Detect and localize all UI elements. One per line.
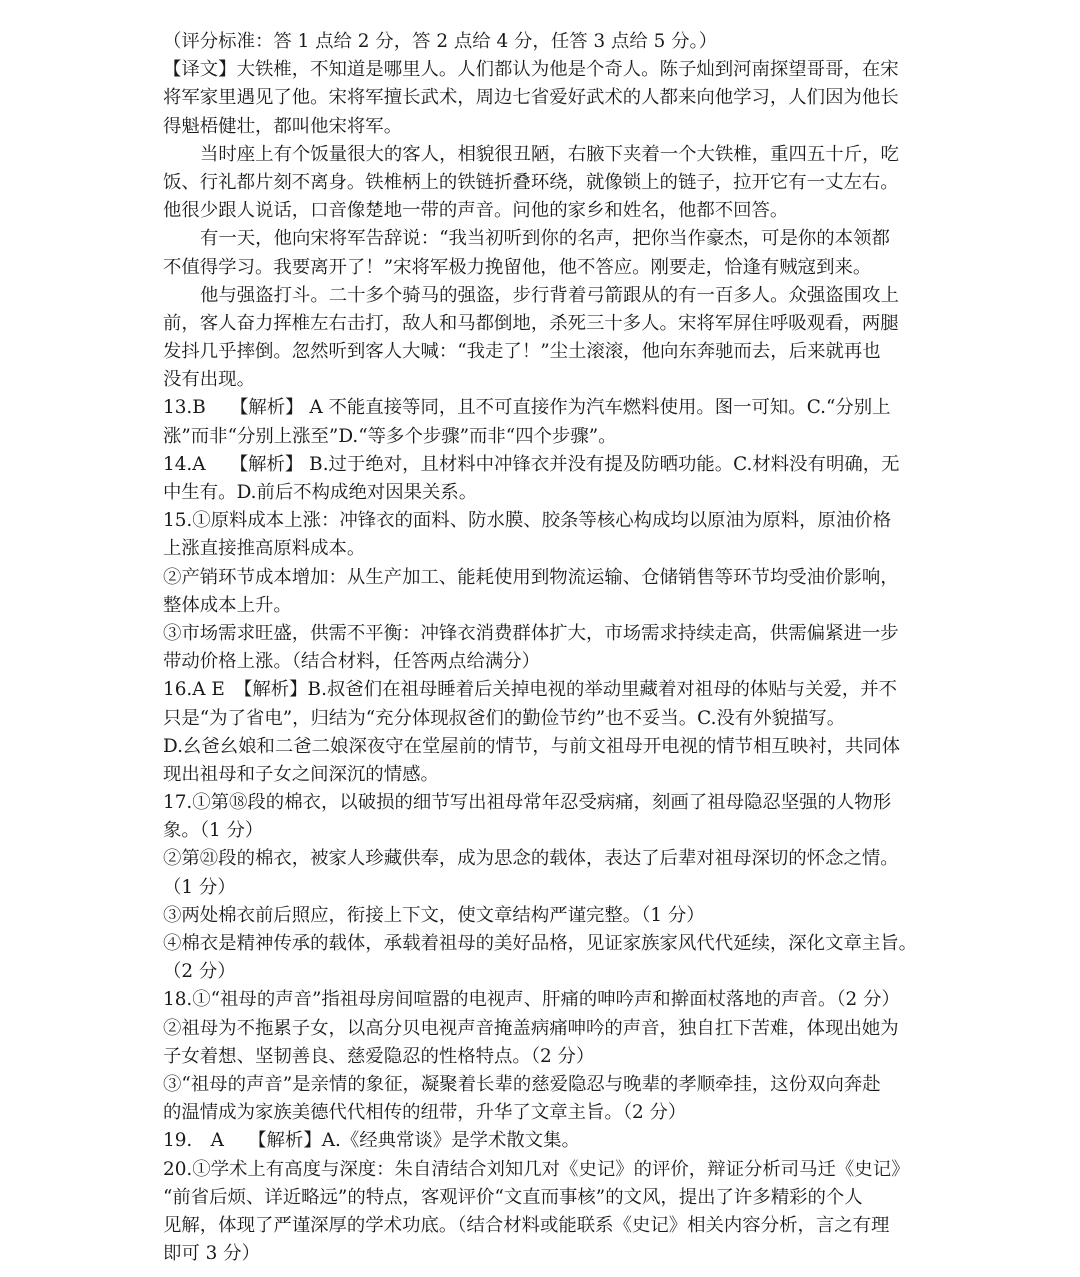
text-line: 涨”而非“分别上涨至”D.“等多个步骤”而非“四个步骤”。 — [163, 425, 617, 447]
text-line: ②第㉑段的棉衣，被家人珍藏供奉，成为思念的载体，表达了后辈对祖母深切的怀念之情。 — [163, 848, 899, 870]
text-line: 当时座上有个饭量很大的客人，相貌很丑陋，右腋下夹着一个大铁椎，重四五十斤，吃 — [200, 143, 899, 165]
text-line: 【译文】大铁椎，不知道是哪里人。人们都认为他是个奇人。陈子灿到河南探望哥哥，在宋 — [163, 59, 899, 81]
text-line: 现出祖母和子女之间深沉的情感。 — [163, 763, 439, 785]
text-line: ②祖母为不拖累子女，以高分贝电视声音掩盖病痛呻吟的声音，独自扛下苦难，体现出她为 — [163, 1017, 899, 1039]
text-line: 有一天，他向宋将军告辞说：“我当初听到你的名声，把你当作豪杰，可是你的本领都 — [200, 228, 890, 250]
text-line: 17.①第⑱段的棉衣，以破损的细节写出祖母常年忍受病痛，刻画了祖母隐忍坚强的人物形 — [163, 792, 892, 814]
text-line: ④棉衣是精神传承的载体，承载着祖母的美好品格，见证家族家风代代延续，深化文章主旨。 — [163, 933, 918, 954]
text-line: 即可 3 分） — [163, 1243, 260, 1265]
text-line: 18.①“祖母的声音”指祖母房间喧嚣的电视声、肝痛的呻吟声和擀面杖落地的声音。（2 分） — [163, 989, 900, 1011]
text-line: 中生有。D.前后不构成绝对因果关系。 — [163, 482, 478, 503]
text-line: D.幺爸幺娘和二爸二娘深夜守在堂屋前的情节，与前文祖母开电视的情节相互映衬，共同体 — [163, 735, 901, 757]
text-line: 整体成本上升。 — [163, 594, 292, 616]
text-line: （评分标准：答 1 点给 2 分，答 2 点给 4 分，任答 3 点给 5 分。） — [163, 31, 718, 52]
text-line: 13.B 【解析】 A 不能直接等同，且不可直接作为汽车燃料使用。图一可知。C.“分别上 — [163, 397, 891, 419]
text-line: 饭、行礼都片刻不离身。铁椎柄上的铁链折叠环绕，就像锁上的链子，拉开它有一丈左右。 — [163, 171, 899, 193]
text-line: 象。（1 分） — [163, 820, 264, 842]
text-line: 只是“为了省电”，归结为“充分体现叔爸们的勤俭节约”也不妥当。C.没有外貌描写。 — [163, 707, 846, 729]
text-line: 上涨直接推高原料成本。 — [163, 538, 366, 560]
text-line: 带动价格上涨。（结合材料，任答两点给满分） — [163, 651, 541, 673]
text-line: 19. A 【解析】A.《经典常谈》是学术散文集。 — [163, 1130, 580, 1152]
text-line: 将军家里遇见了他。宋将军擅长武术，周边七省爱好武术的人都来向他学习，人们因为他长 — [163, 87, 899, 109]
text-line: 他与强盗打斗。二十多个骑马的强盗，步行背着弓箭跟从的有一百多人。众强盗围攻上 — [200, 284, 899, 306]
text-line: （1 分） — [163, 876, 236, 898]
text-line: 得魁梧健壮，都叫他宋将军。 — [163, 115, 403, 137]
text-line: ②产销环节成本增加：从生产加工、能耗使用到物流运输、仓储销售等环节均受油价影响， — [163, 566, 899, 588]
text-line: 不值得学习。我要离开了！”宋将军极力挽留他，他不答应。刚要走，恰逢有贼寇到来。 — [163, 256, 872, 278]
text-line: 16.A E 【解析】B.叔爸们在祖母睡着后关掉电视的举动里藏着对祖母的体贴与关爱，并不 — [163, 679, 898, 701]
text-line: 14.A 【解析】 B.过于绝对，且材料中冲锋衣并没有提及防晒功能。C.材料没有明确，无 — [163, 453, 900, 475]
text-line: ③市场需求旺盛，供需不平衡：冲锋衣消费群体扩大，市场需求持续走高，供需偏紧进一步 — [163, 622, 899, 644]
text-line: 没有出现。 — [163, 369, 255, 391]
text-line: 前，客人奋力挥椎左右击打，敌人和马都倒地，杀死三十多人。宋将军屏住呼吸观看，两腿 — [163, 312, 899, 334]
document-page — [163, 28, 923, 1268]
text-line: ③“祖母的声音”是亲情的象征，凝聚着长辈的慈爱隐忍与晚辈的孝顺牵挂，这份双向奔赴 — [163, 1073, 881, 1095]
text-line: 20.①学术上有高度与深度：朱自清结合刘知几对《史记》的评价，辩证分析司马迁《史记》 — [163, 1158, 910, 1180]
text-line: （2 分） — [163, 961, 236, 983]
text-line: 子女着想、坚韧善良、慈爱隐忍的性格特点。（2 分） — [163, 1045, 595, 1067]
text-line: 见解，体现了严谨深厚的学术功底。（结合材料或能联系《史记》相关内容分析，言之有理 — [163, 1214, 890, 1236]
text-line: 他很少跟人说话，口音像楚地一带的声音。问他的家乡和姓名，他都不回答。 — [163, 200, 789, 222]
text-line: ③两处棉衣前后照应，衔接上下文，使文章结构严谨完整。（1 分） — [163, 904, 705, 926]
text-line: “前省后烦、详近略远”的特点，客观评价“文直而事核”的文风，提出了许多精彩的个人 — [163, 1186, 863, 1208]
text-line: 的温情成为家族美德代代相传的纽带，升华了文章主旨。（2 分） — [163, 1102, 687, 1124]
text-line: 15.①原料成本上涨：冲锋衣的面料、防水膜、胶条等核心构成均以原油为原料，原油价格 — [163, 510, 892, 532]
text-line: 发抖几乎摔倒。忽然听到客人大喊：“我走了！”尘土滚滚，他向东奔驰而去，后来就再也 — [163, 341, 881, 363]
